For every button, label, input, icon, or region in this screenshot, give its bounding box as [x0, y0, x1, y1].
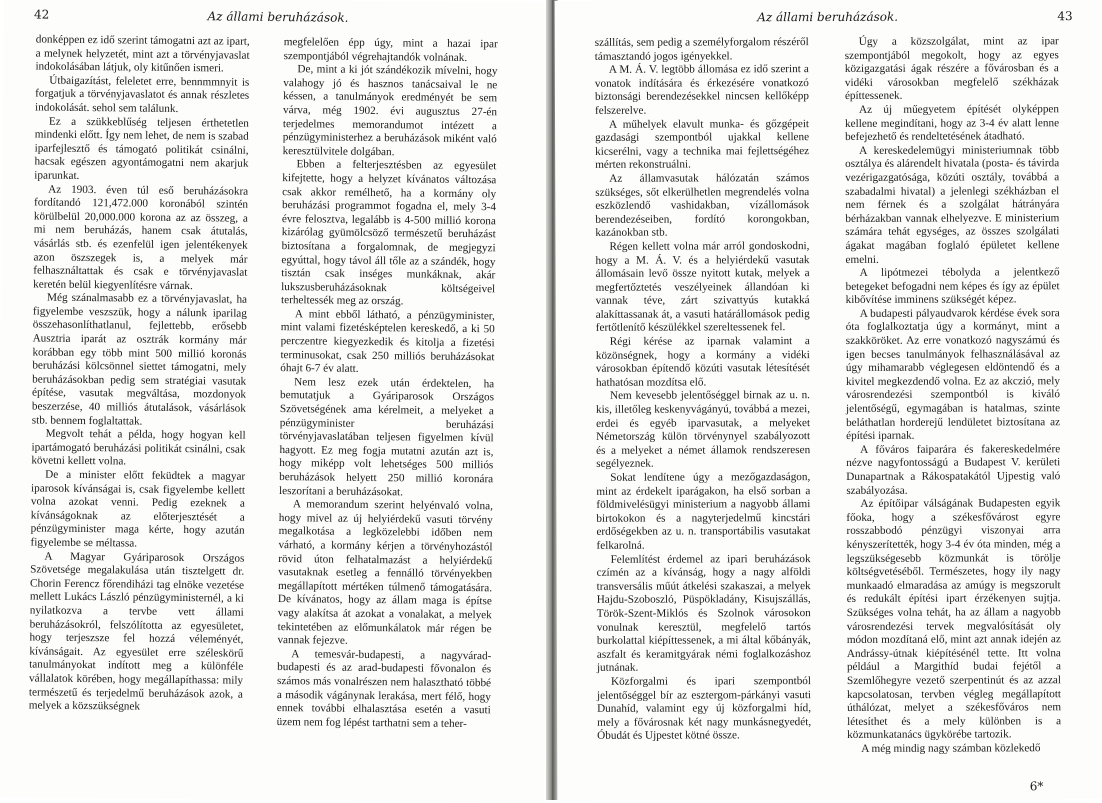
paragraph: Megvolt tehát a példa, hogy hogyan kell ipartámogató beruházási politikát csinálni, csak követni kellett volna.	[31, 427, 246, 468]
right-column-1	[595, 36, 812, 787]
right-page	[555, 0, 1102, 801]
paragraph: Az új műegyetem építését olyképpen kellene megindítani, hogy az 3-4 év alatt lenne befejezhető és rendeltetésének átadható.	[845, 103, 1060, 144]
paragraph: szállítás, sem pedig a személyforgalom részéről támasztandó jogos igényekkel.	[594, 36, 809, 63]
paragraph: De a minister előtt feküdtek a magyar iparosok kívánságai is, csak figyelembe kellett volna azokat venni. Pedig ezeknek a kívánságoknak az előterjesztését a pénzügyminister maga kérte, hogy azután figyelembe se méltassa.	[30, 468, 246, 550]
paragraph: A memorandum szerint helyénvaló volna, hogy mivel az új helyiérdekű vasuti törvény megalkotása a legközelebbi időben nem várható, a kormány kérjen a törvényhozástól rövid úton felhatalmazást a helyiérdekű vasutaknak esetleg a fennálló törvényekben megállapított mértéken túlmenő támogatására. De kívánatos, hogy az állam maga is építse vagy alakítsa át azokat a vonalakat, a melyek tekintetében az előmunkálatok már régen be vannak fejezve.	[277, 498, 493, 647]
paragraph: A még mindig nagy számban közlekedő	[861, 742, 1041, 755]
paragraph: Az államvasutak hálózatán számos szükséges, sőt elkerülhetlen megrendelés volna eszközlendő vashidakban, vízállomások berendezéseiben, fordító korongokban, kazánokban stb.	[595, 172, 810, 240]
right-column-2	[845, 35, 1062, 786]
paragraph: donképpen ez idő szerint támogatni azt az ipart, a melynek helyzetét, mint azt a törvényjavaslat indokolásában látjuk, oly kitűnően ismeri.	[35, 33, 250, 75]
right-page-header	[555, 9, 1101, 31]
left-page-number: 42	[33, 7, 50, 22]
paragraph: Nem lesz ezek után érdektelen, ha bemutatjuk a Gyáriparosok Országos Szövetségének ama kérelmeit, a melyeket a pénzügyminister beruházási törvényjavaslatában teljesen figyelmen kívül hagyott. Ez meg fogja mutatni azután azt is, hogy miképp volt lehetséges 500 milliós beruházások helyett 250 millió koronára leszorítani a beruházásokat.	[278, 376, 495, 498]
paragraph: Ebben a felterjesztésben az egyesület kifejtette, hogy a helyzet kívánatos változása csak akkor remélhető, ha a kormány oly beruházási programmot fogadna el, mely 3-4 évre felosztva, legalább is 4-500 millió korona kizárólag gyümölcsöző természetű beruházást biztosítana a forgalomnak, de megjegyzi egyúttal, hogy távol áll tőle az a szándék, hogy tisztán csak inséges munkáknak, akár lukszusberuházásoknak költségeivel terheltessék meg az ország.	[280, 158, 497, 308]
paragraph: A kereskedelemügyi ministeriumnak több osztálya és alárendelt hivatala (posta- és távirda vezérigazgatósága, közúti osztály, továbbá a szabadalmi hivatal) a jelenlegi székházban el nem férnek és a szolgálat hátrányára bérházakban vannak elhelyezve. E ministerium számára tehát egységes, az összes szolgálati ágakat magában foglaló épületet kellene emelni.	[845, 143, 1060, 266]
paragraph: Az 1903. éven túl eső beruházásokra fordítandó 121,472.000 koronából szintén körülbelül 20,000.000 korona az az összeg, a mi nem beruházás, hanem csak átutalás, vásárlás stb. és ezenfelül igen jelentékenyek azon öszszegek is, a melyek már felhasználtattak és csak e törvényjavaslat keretén belül kiegyenlítésre várnak.	[33, 183, 249, 292]
paragraph: Az építőipar válságának Budapesten egyik főoka, hogy a székesfővárost egyre rosszabbodó pénzügyi viszonyai arra kényszerítették, hogy 3-4 év óta minden, még a legszükségesebb közmunkát is törölje költségvetéséből. Természetes, hogy ily nagy munkaadó elmaradása az amúgy is megszorult és redukált építési ipart érzékenyen sujtja. Szükséges volna tehát, ha az állam a nagyobb városrendezési tervek megvalósítását oly módon mozdítaná elő, mint azt annak idején az Andrássy-útnak kiépítésénél tette. Itt volna például a Margithíd budai fejétől a Szemlőhegyre vezető szerpentinút és az azzal kapcsolatosan, tervben végleg megállapított úthálózat, melyet a székesfőváros nem létesíthet és a mely különben is a közmunkatanács ügykörébe tartozik.	[846, 497, 1062, 742]
paragraph: Régen kellett volna már arról gondoskodni, hogy a M. Á. V. és a helyiérdekű vasutak állomásain levő össze nyitott kutak, melyek a megfertőztetés veszélyeinek állandóan ki vannak téve, zárt szivattyús kutakká alakíttassanak át, a vasuti határállomások pedig fertőtlenítő készülékkel szereltessenek fel.	[595, 239, 810, 335]
right-page-number: 43	[1057, 9, 1073, 24]
left-running-head: Az állami beruházások.	[207, 9, 349, 25]
paragraph: A temesvár-budapesti, a nagyvárad-budapesti és az arad-budapesti fővonalon és számos más vonalrészen nem halasztható többé a második vágánynak lerakása, mert félő, hogy ennek további elhalasztása esetén a vasuti üzem nem fog lépést tarthatni sem a teher-	[276, 647, 492, 730]
right-running-head: Az állami beruházások.	[757, 9, 899, 25]
paragraph: A M. Á. V. legtöbb állomása ez idő szerint a vonatok indítására és érkezésére vonatkozó biztonsági berendezésekkel nincsen kellőképp felszerelve.	[594, 63, 809, 117]
paragraph: Sokat lendítene úgy a mezőgazdaságon, mint az érdekelt iparágakon, ha első sorban a földmivelésügyi ministerium a nagyobb állami birtokokon és a nagyterjedelmű kincstári erdőségekben az u. n. transportábilis vasutakat felkarolná.	[596, 471, 811, 552]
paragraph: A budapesti pályaudvarok kérdése évek sora óta foglalkoztatja úgy a kormányt, mint a szakköröket. Az erre vonatkozó nagyszámú és igen becses tanulmányok felhasználásával az úgy mihamarabb véglegesen eldöntendő és a kivitel megkezdendő volna. Ez az akczió, mely városrendezési szempontból is kiváló jelentőségű, egymagában is hatalmas, szinte beláthatlan horderejű lendületet biztosítana az építési iparnak.	[845, 307, 1061, 443]
paragraph: A lipótmezei tébolyda a jelentkező betegeket befogadni nem képes és így az épület kibővítése imminens szükségét képez.	[845, 266, 1060, 307]
paragraph: Régi kérése az iparnak valamint a közönségnek, hogy a kormány a vidéki városokban építendő közúti vasutak létesítését hathatósan mozdítsa elő.	[595, 335, 810, 389]
paragraph: A Magyar Gyáriparosok Országos Szövetsége megalakulása után tisztelgett dr. Chorin Ferencz főrendiházi tag elnöke vezetése mellett Lukács László pénzügyministernél, a ki nyilatkozva a tervbe vett állami beruházásokról, felszólította az egyesületet, hogy terjeszsze fel hozzá véleményét, kívánságait. Az egyesület erre széleskörű tanulmányokat indított meg a különféle vállalatok körében, hogy megállapíthassa: mily természetű és terjedelmű beruházások azok, a melyek a közszükségnek	[28, 550, 245, 713]
paragraph: megfelelően épp úgy, mint a hazai ipar szempontjából végrehajtandók volnának.	[283, 36, 498, 64]
paragraph: Még szánalmasabb ez a törvényjavaslat, ha figyelembe veszszük, hogy a nálunk iparilag összehasonlíthatlanul, fejlettebb, erősebb Ausztria iparát az osztrák kormány már korábban egy több mint 500 millió koronás beruházási kölcsönnel siettet támogatni, mely beruházásokban pedig sem stratégiai vasutak építése, vasutak megváltása, mozdonyok beszerzése, 40 milliós átutalások, vásárlások stb. bennem foglaltattak.	[31, 291, 248, 428]
left-page-header	[4, 7, 552, 33]
paragraph: A főváros faiparára és fakereskedelmére nézve nagyfontosságú a Budapest V. kerületi Dunapartnak a Rákospatakától Ujpestig való szabályozása.	[846, 443, 1061, 497]
paragraph: Útbaigazítást, feleletet erre, bennmmnyit is forgatjuk a törvényjavaslatot és annak részletes indokolását. sehol sem találunk.	[34, 74, 250, 115]
paragraph: Nem kevesebb jelentőséggel birnak az u. n. kis, illetőleg keskenyvágányú, továbbá a mezei, erdei és egyéb iparvasutak, a melyeket Németország külön törvénynyel szabályozott és a melyeket a német államok rendszeresen segélyeznek.	[596, 389, 811, 471]
paragraph: A műhelyek elavult munka- és gőzgépeit gazdasági szempontból ujakkal kellene kicserélni, vagy a technika mai fejlettségéhez mérten rekonstruálni.	[595, 117, 810, 172]
paragraph: Ez a szükkeblűség teljesen érthetetlen mindenki előtt. Így nem lehet, de nem is szabad iparfejlesztő és támogató politikát csinálni, hacsak egészen agyontámogatni nem akarjuk iparunkat.	[34, 115, 249, 182]
signature-mark: 6*	[1029, 779, 1044, 794]
left-column-1	[28, 33, 250, 785]
paragraph: Közforgalmi és ipari szempontból jelentőséggel bír az esztergom-párkányi vasuti Dunahíd, valamint egy új közforgalmi híd, mely a fővárosnak két nagy munkásnegyedét, Óbudát és Ujpestet kötné össze.	[597, 674, 812, 743]
paragraph: A mint ebből látható, a pénzügyminister, mint valami fizetésképtelen kereskedő, a ki 50 perczentre kiegyezkedik és kitolja a fizetési terminusokat, csak 250 milliós beruházásokat óhajt 6-7 év alatt.	[280, 308, 495, 376]
paragraph: De, mint a ki jót szándékozik mívelni, hogy valahogy jó és hasznos tanácsaival le ne késsen, a tanulmányok eredményét be sem várva, még 1902. évi augusztus 27-én terjedelmes memorandumot intézett a pénzügyministerhez a beruházások miként való keresztülvitele dolgában.	[282, 63, 498, 158]
left-column-2	[276, 36, 498, 788]
paragraph: Felemlítést érdemel az ipari beruházások czímén az a kívánság, hogy a nagy alföldi transversális műút átkelési szakaszai, a melyek Hajdu-Szoboszló, Püspökladány, Kisujszállás, Török-Szent-Miklós és Szolnok városokon vonulnak keresztül, megfelelő tartós burkolattal kiépíttessenek, a mi által kőbányák, aszfalt és keramitgyárak némi foglalkozáshoz jutnának.	[596, 552, 811, 675]
paragraph: Úgy a közszolgálat, mint az ipar szempontjából megokolt, hogy az egyes közigazgatási ágak részére a fővárosban és a vidéki városokban megfelelő székházak építtessenek.	[844, 35, 1059, 103]
